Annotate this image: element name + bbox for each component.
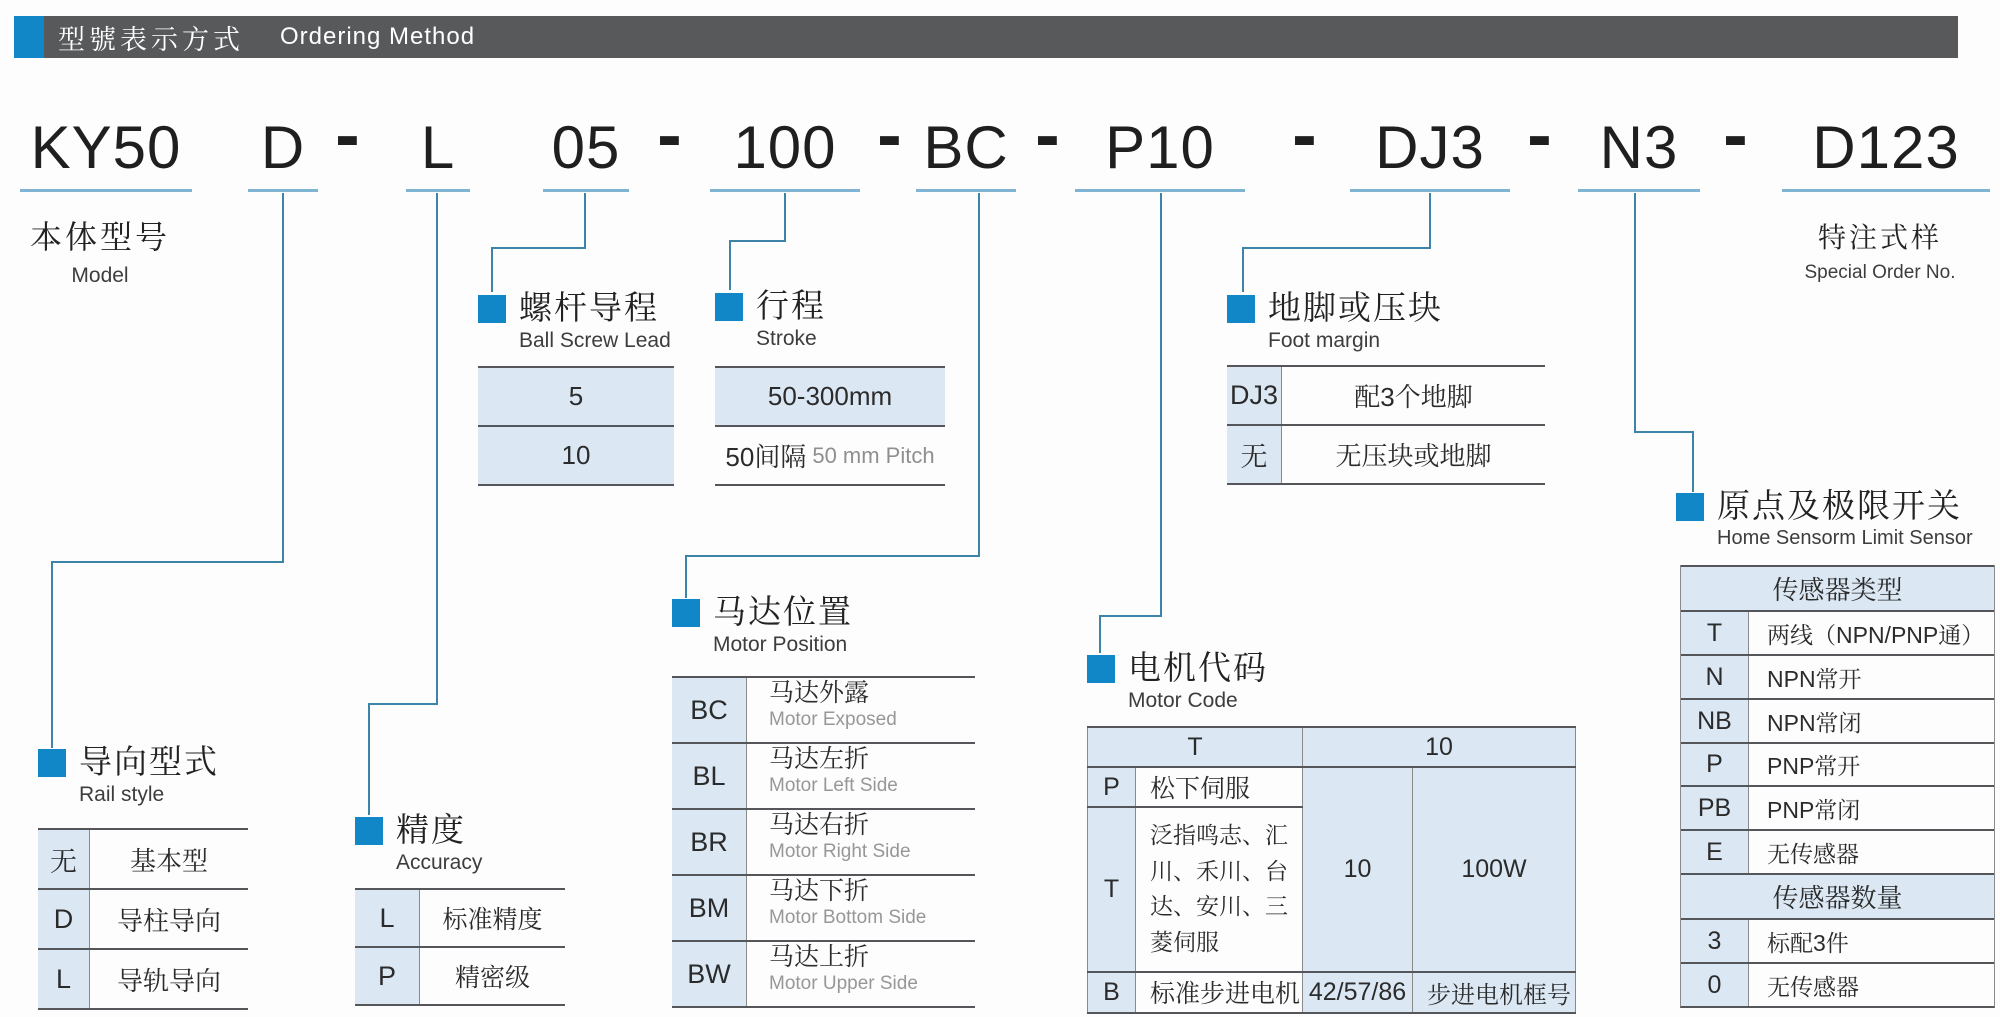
table-row: BC 马达外露 Motor Exposed: [672, 676, 975, 742]
table-row: P 松下伺服 10 100W: [1088, 767, 1576, 807]
motor-code-header-left: T: [1088, 727, 1303, 767]
model-segment-motor-position: BC: [916, 96, 1016, 192]
model-segment-body: KY50: [20, 96, 192, 192]
table-row: B 标准步进电机 42/57/86 步进电机框号: [1088, 972, 1576, 1012]
model-segment-foot: DJ3: [1350, 96, 1510, 192]
accent-square-icon: [672, 599, 700, 627]
foot-margin-table: [1227, 365, 1545, 485]
heading-motor-position: 马达位置 Motor Position: [672, 592, 853, 657]
sensor-type-header-row: 传感器类型: [1681, 565, 1994, 610]
dash-separator: -: [335, 93, 361, 176]
accent-square-icon: [1227, 295, 1255, 323]
dash-separator: -: [877, 93, 903, 176]
heading-motor-code: 电机代码 Motor Code: [1087, 648, 1268, 713]
table-row: 50间隔 50 mm Pitch: [715, 425, 945, 484]
table-row: L 标准精度: [355, 888, 565, 946]
heading-foot-margin: 地脚或压块 Foot margin: [1227, 288, 1443, 353]
table-row: T 两线（NPN/PNP通）: [1681, 610, 1994, 654]
table-row: E 无传感器: [1681, 829, 1994, 873]
accent-square-icon: [1087, 655, 1115, 683]
motor-code-header-right: 10: [1303, 727, 1576, 767]
table-row: 10: [478, 425, 674, 484]
model-segment-sensor: N3: [1578, 96, 1700, 192]
table-row: BR 马达右折 Motor Right Side: [672, 808, 975, 874]
table-row: 50-300mm: [715, 366, 945, 425]
model-label: [30, 212, 170, 288]
table-row: 5: [478, 366, 674, 425]
table-row: 无 无压块或地脚: [1227, 424, 1545, 483]
table-row: PB PNP常闭: [1681, 785, 1994, 829]
special-order-en: Special Order No.: [1804, 262, 1956, 283]
page-title-en: Ordering Method: [280, 23, 476, 50]
heading-rail-style: 导向型式 Rail style: [38, 742, 219, 807]
table-row: D 导柱导向: [38, 888, 248, 948]
accent-square-icon: [355, 817, 383, 845]
sensor-table: [1680, 565, 1995, 1008]
accuracy-table: [355, 888, 565, 1006]
table-row: DJ3 配3个地脚: [1227, 365, 1545, 424]
table-row: BW 马达上折 Motor Upper Side: [672, 940, 975, 1006]
table-row: BL 马达左折 Motor Left Side: [672, 742, 975, 808]
motor-position-table: [672, 676, 975, 1008]
title-bar: [44, 16, 1958, 58]
dash-separator: -: [657, 93, 683, 176]
rail-style-table: [38, 828, 248, 1010]
model-segment-rail: D: [248, 96, 318, 192]
model-label-zh: 本体型号: [30, 219, 171, 255]
table-row: 无 基本型: [38, 828, 248, 888]
special-order-zh: 特注式样: [1817, 222, 1942, 253]
table-row: 0 无传感器: [1681, 962, 1994, 1006]
heading-sensor: 原点及极限开关 Home Sensorm Limit Sensor: [1676, 486, 1973, 550]
table-row: BM 马达下折 Motor Bottom Side: [672, 874, 975, 940]
sensor-count-header-row: 传感器数量: [1681, 873, 1994, 918]
table-row: [1088, 727, 1576, 767]
table-row: 3 标配3件: [1681, 918, 1994, 962]
model-segment-special: D123: [1782, 96, 1990, 192]
accent-square-icon: [1676, 493, 1704, 521]
model-label-en: Model: [71, 264, 129, 287]
model-segment-stroke: 100: [710, 96, 860, 192]
table-row: T 泛指鸣志、汇川、禾川、台达、安川、三菱伺服: [1088, 807, 1576, 972]
heading-ball-screw-lead: 螺杆导程 Ball Screw Lead: [478, 288, 671, 353]
dash-separator: -: [1723, 93, 1749, 176]
accent-square-icon: [38, 749, 66, 777]
table-row: P 精密级: [355, 946, 565, 1004]
table-row: P PNP常开: [1681, 742, 1994, 785]
page-title-zh: 型號表示方式: [58, 24, 244, 55]
table-row: N NPN常开: [1681, 654, 1994, 698]
dash-separator: -: [1292, 93, 1318, 176]
table-row: NB NPN常闭: [1681, 698, 1994, 742]
accent-square-icon: [478, 295, 506, 323]
title-accent-square: [14, 16, 44, 58]
dash-separator: -: [1035, 93, 1061, 176]
section-title-bar: [14, 16, 1958, 58]
model-segment-motor-code: P10: [1075, 96, 1245, 192]
table-row: L 导轨导向: [38, 948, 248, 1008]
accent-square-icon: [715, 293, 743, 321]
special-order-label: [1768, 216, 1992, 284]
motor-code-table: [1087, 726, 1576, 1014]
stroke-table: [715, 366, 945, 486]
ball-screw-lead-table: [478, 366, 674, 486]
model-segment-lead: 05: [543, 96, 629, 192]
model-segment-accuracy: L: [406, 96, 470, 192]
heading-accuracy: 精度 Accuracy: [355, 810, 482, 875]
heading-stroke: 行程 Stroke: [715, 286, 826, 351]
dash-separator: -: [1527, 93, 1553, 176]
